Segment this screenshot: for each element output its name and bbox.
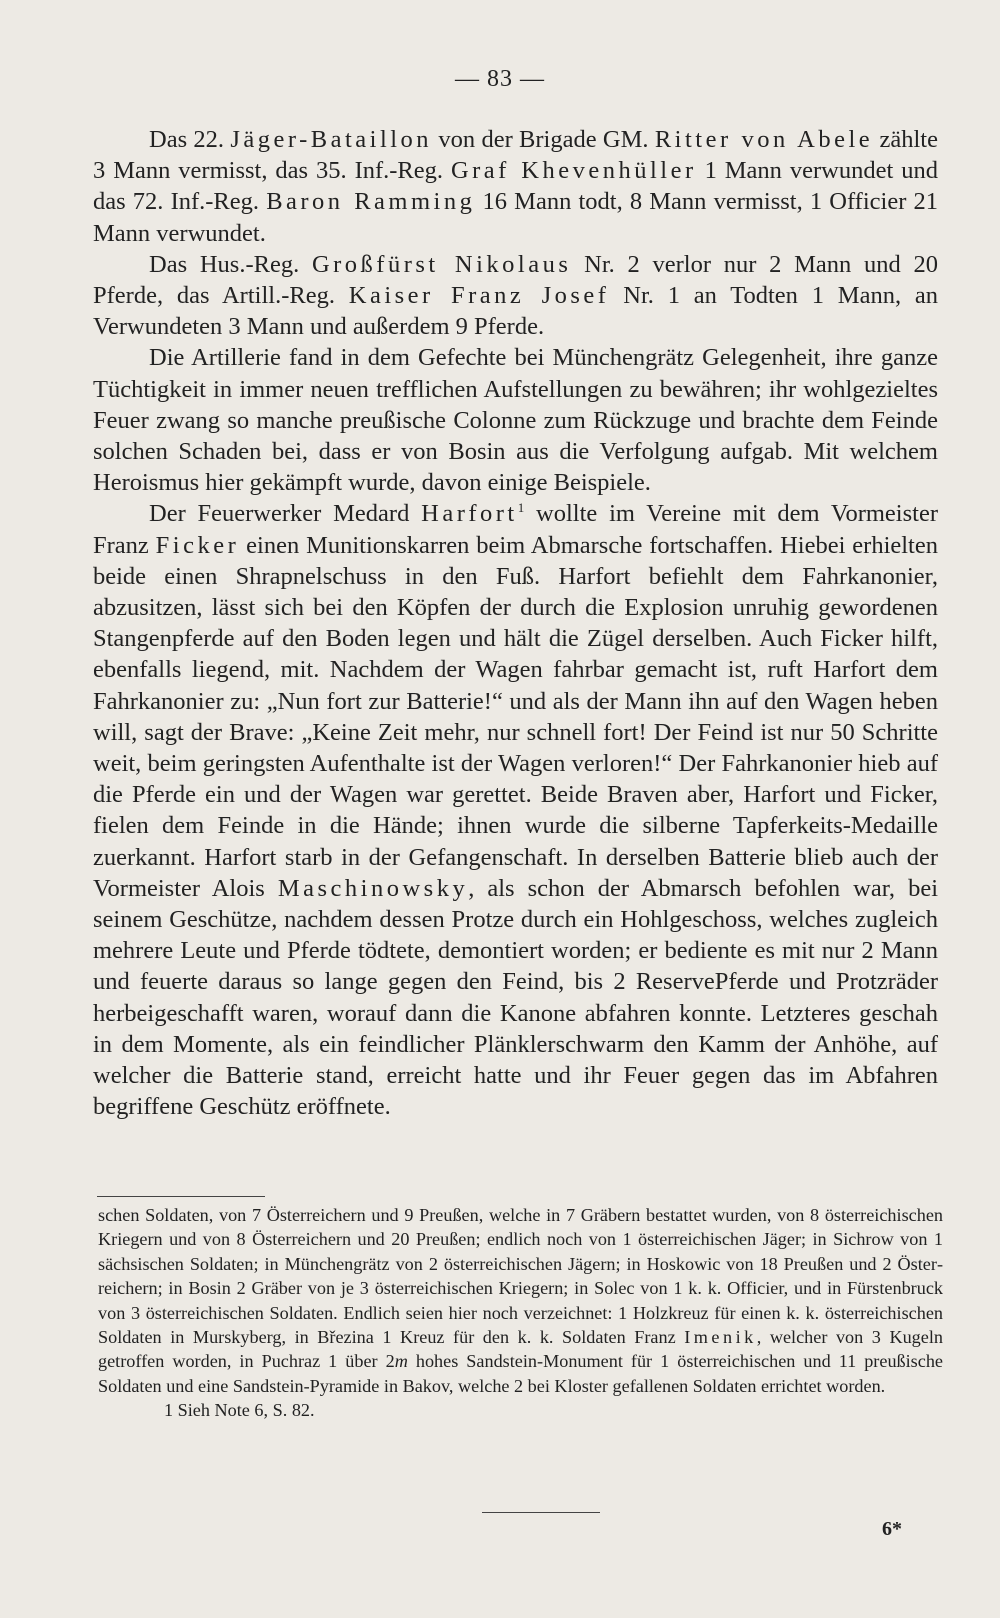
footnote-divider xyxy=(97,1196,265,1197)
text-run: Das 22. xyxy=(149,126,231,153)
text-run: 1 Mann verwundet und das 72. Inf.-Reg. xyxy=(93,157,938,216)
spaced-name: Ritter von Abele xyxy=(654,126,874,153)
text-run: Der Feuerwerker Medard xyxy=(149,500,422,528)
text-run: einen Munitionskarren beim Abmarsche fortschaffen. Hiebei erhielten beide einen Shrapnelschuss in den Fuß. Harfort befiehlt dem Fahrkanonier, abzusitzen, lässt sich bei den Köpfen der durch die Explosion unruhig gewordenen Stangenpferde auf den Boden legen und hält die Zügel derselben. Auch Ficker hilft, ebenfalls liegend, mit. Nachdem der Wagen fahrbar gemacht ist, ruft Harfort dem Fahrkanonier zu: „Nun fort zur Batterie!“ und als der Mann ihn auf den Wagen heben will, sagt der Brave: „Keine Zeit mehr, nur schnell fort! Der Feind ist nur 50 Schritte weit, beim geringsten Aufenthalte ist der Wagen verloren!“ Der Fahrkanonier hieb auf die Pferde ein und der Wagen war gerettet. Beide Braven aber, Harfort und Ficker, fielen dem Feinde in die Hände; ihnen wurde die silberne Tapferkeits-Medaille zuerkannt. Harfort starb in der Gefangenschaft. In derselben Batterie blieb auch der Vormeister Alois xyxy=(93,531,938,902)
paragraph xyxy=(93,498,938,1122)
text-run: , als schon der Abmarsch befohlen war, bei seinem Geschütze, nachdem dessen Protze durch ein Hohlgeschoss, welches zugleich mehrere Leute und Pferde tödtete, demontiert worden; er bediente es mit nur 2 Mann und feuerte daraus so lange gegen den Feind, bis 2 ReservePferde und Protzräder herbeigeschafft waren, worauf dann die Kanone abfahren konnte. Letzteres geschah in dem Momente, als ein feindlicher Plänklerschwarm den Kamm der Anhöhe, auf welcher die Batterie stand, erreicht hatte und ihr Feuer gegen das im Abfahren begriffene Geschütz eröffnete. xyxy=(93,874,938,1121)
text-run: Das Hus.-Reg. xyxy=(149,250,312,278)
text-run: wollte im Vereine mit dem Vormeister Franz xyxy=(93,500,938,559)
text-run: Die Artillerie fand in dem Gefechte bei Münchengrätz Gelegenheit, ihre ganze Tüchtigkeit in immer neuen trefflichen Aufstellungen zu bewähren; ihr wohlgezieltes Feuer zwang so manche preußische Colonne zum Rückzuge und brachte dem Feinde solchen Schaden bei, dass er von Bosin aus die Verfolgung aufgab. Mit welchem Heroismus hier gekämpft wurde, davon einige Beispiele. xyxy=(93,344,938,497)
spaced-name: Imenik xyxy=(684,1327,757,1348)
spaced-name: Ficker xyxy=(155,531,240,559)
spaced-name: Harfort xyxy=(421,500,518,528)
paragraph xyxy=(93,342,938,498)
spaced-name: Maschinowsky xyxy=(277,874,469,902)
text-run: schen Soldaten, von 7 Österreichern und 9 Preußen, welche in 7 Gräbern bestattet wurden, von 8 österreichischen Kriegern und von 8 Österreichern und 20 Preußen; endlich noch von 1 österreichischen Jäger; in Sichrow von 1 sächsischen Soldaten; in Münchengrätz von 2 österreichischen Jägern; in Hoskowic von 18 Preußen und 2 Österreichern; in Bosin 2 Gräber von je 3 österreichischen Kriegern; in Solec von 1 k. k. Officier, und in Fürstenbruck von 3 österreichischen Soldaten. Endlich seien hier noch verzeichnet: 1 Holzkreuz für einen k. k. österreichischen Soldaten in Murskyberg, in Březina 1 Kreuz für den k. k. Soldaten Franz xyxy=(98,1205,943,1348)
spaced-name: Kaiser Franz Josef xyxy=(348,282,610,310)
spaced-name: Baron Ramming xyxy=(266,188,476,216)
text-run: von der Brigade GM. xyxy=(432,126,655,153)
footnote-continuation xyxy=(98,1203,943,1398)
paragraph xyxy=(93,249,938,343)
footnotes xyxy=(98,1203,943,1423)
text-run: hohes Sandstein-Monument für 1 österreichischen und 11 preußische Soldaten und eine Sandstein-Pyramide in Bakov, welche 2 bei Kloster gefallenen Soldaten errichtet worden. xyxy=(98,1351,943,1396)
text-run: Nr. 1 an Todten 1 Mann, an Verwundeten 3 Mann und außerdem 9 Pferde. xyxy=(93,282,939,341)
spaced-name: Großfürst Nikolaus xyxy=(311,250,572,278)
text-run: Nr. 2 verlor nur 2 Mann und 20 Pferde, das Artill.-Reg. xyxy=(93,250,938,310)
page-number: — 83 — xyxy=(455,66,545,92)
spaced-name: Graf Khevenhüller xyxy=(450,157,697,185)
text-run: , welcher von 3 Kugeln getroffen worden, in Puchraz 1 über 2 xyxy=(98,1327,943,1372)
spaced-name: Jäger-Bataillon xyxy=(230,126,433,153)
footnote-1: 1 Sieh Note 6, S. 82. xyxy=(164,1400,315,1421)
text-run: 16 Mann todt, 8 Mann vermisst, 1 Officier 21 Mann verwundet. xyxy=(93,188,939,247)
italic-text: m xyxy=(394,1351,408,1372)
end-rule xyxy=(482,1512,600,1513)
footnote-ref: 1 xyxy=(517,500,525,516)
paragraph xyxy=(93,124,938,249)
main-text xyxy=(93,124,938,1123)
text-run: zählte 3 Mann vermisst, das 35. Inf.-Reg. xyxy=(93,126,938,185)
signature-mark: 6* xyxy=(882,1518,902,1540)
